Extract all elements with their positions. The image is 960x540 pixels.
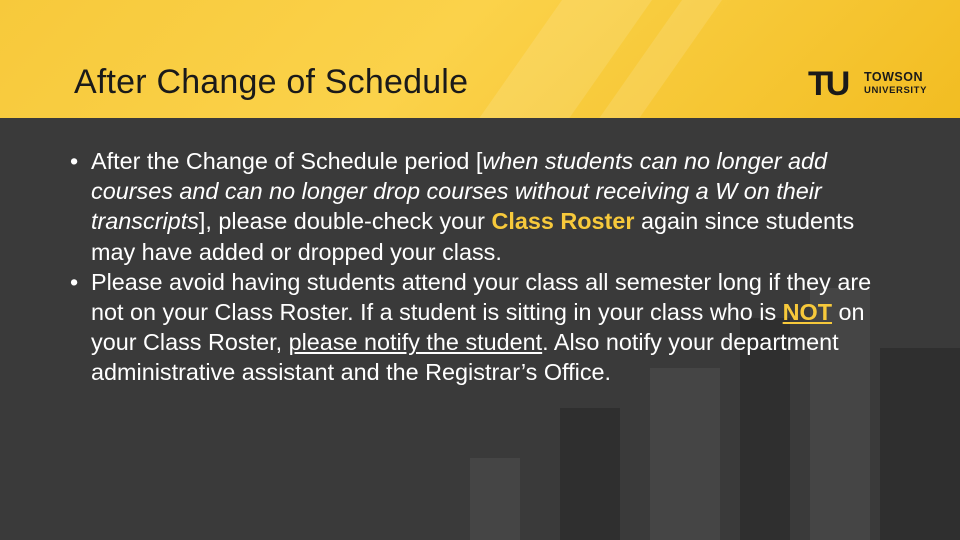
slide-body xyxy=(70,146,900,388)
not-highlight: NOT xyxy=(782,299,833,326)
bullet-text: on your Class Roster, xyxy=(91,299,865,356)
bullet-text: After the Change of Schedule period [ xyxy=(91,148,483,174)
bullet-item xyxy=(70,146,900,267)
bullet-text: again since students may have added or dropped your class. xyxy=(91,208,855,265)
bg-block xyxy=(650,368,720,540)
bg-block xyxy=(470,458,520,540)
bullet-text: Please avoid having students attend your class all semester long if they are not on your Class Roster. If a student is sitting in your class who is xyxy=(91,268,872,326)
notify-student-underline: please notify the student xyxy=(288,329,543,356)
logo-line2: UNIVERSITY xyxy=(864,85,928,96)
towson-logo xyxy=(808,66,940,102)
bg-block xyxy=(560,408,620,540)
class-roster-highlight: Class Roster xyxy=(491,208,635,235)
bullet-italic-text: when students can no longer add courses and can no longer drop courses without receiving a W on their transcripts xyxy=(91,148,828,235)
logo-text xyxy=(864,70,927,98)
header-band xyxy=(0,0,960,118)
logo-mark: TU xyxy=(808,65,848,103)
logo-line1: TOWSON xyxy=(864,70,924,84)
bullet-marker: • xyxy=(70,268,79,295)
bullet-marker: • xyxy=(70,148,79,174)
slide-title: After Change of Schedule xyxy=(74,63,469,101)
bullet-text: ], please double-check your xyxy=(198,208,492,235)
bullet-text: . Also notify your department administrative assistant and the Registrar’s Office. xyxy=(91,329,839,386)
bullet-item xyxy=(70,267,900,388)
